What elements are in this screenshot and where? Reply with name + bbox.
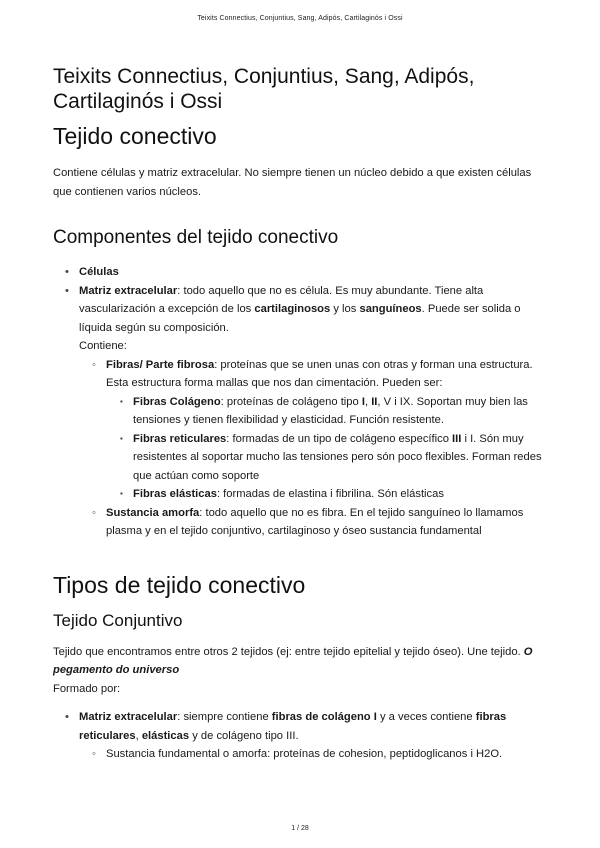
list-item-fibras: ◦ Fibras/ Parte fibrosa: proteínas que se unen unas con otras y forman una estructura. Esta estructura forma mallas que nos dan cimentación. Pueden ser: ▪ Fibras Colágeno: proteínas de colágeno tipo I, II, V i IX. Soportan muy bien las tensiones y tienen flexibilidad y elasticidad. Función resistente. ▪ Fibras reticulares: formadas de un tipo de colágeno específico III i I. Són muy resistentes al soportar mucho las tensiones pero són poco flexibles. Forman redes que actúan como soporte ▪ Fibras elásticas: formadas de elastina i fibrilina. Són elásticas xyxy=(79,356,549,504)
section-heading-tejido-conectivo: Tejido conectivo xyxy=(53,123,217,149)
list-item-sustancia-amorfa: ◦ Sustancia amorfa: todo aquello que no es fibra. En el tejido sanguíneo lo llamamos plasma y en el tejido conjuntivo, cartilaginoso y óseo sustancia fundamental xyxy=(79,504,549,541)
list-item-sustancia-fundamental: ◦ Sustancia fundamental o amorfa: proteínas de cohesion, peptidoglicanos i H2O. xyxy=(79,745,549,764)
list-item-fibras-colageno: ▪ Fibras Colágeno: proteínas de colágeno tipo I, II, V i IX. Soportan muy bien las tensiones y tienen flexibilidad y elasticidad. Función resistente. xyxy=(106,393,549,430)
list-item-celulas: • Células xyxy=(53,263,549,282)
conjuntivo-sublist xyxy=(79,745,549,764)
matrix-sublist xyxy=(79,356,549,541)
conjuntivo-paragraph: Tejido que encontramos entre otros 2 tejidos (ej: entre tejido epitelial y tejido óseo). Une tejido. O pegamento do universo Formado por: xyxy=(53,645,533,695)
page-number: 1 / 28 xyxy=(291,825,309,832)
components-list xyxy=(53,263,549,541)
list-item-fibras-reticulares: ▪ Fibras reticulares: formadas de un tipo de colágeno específico III i I. Són muy resistentes al soportar mucho las tensiones pero són poco flexibles. Forman redes que actúan como soporte xyxy=(106,430,549,486)
contiene-label: Contiene: xyxy=(79,340,127,352)
document-body xyxy=(53,64,549,764)
list-item-fibras-elasticas: ▪ Fibras elásticas: formadas de elastina i fibrilina. Són elásticas xyxy=(106,485,549,504)
heading-tejido-conjuntivo: Tejido Conjuntivo xyxy=(53,610,183,630)
conjuntivo-list xyxy=(53,708,549,764)
running-header: Teixits Connectius, Conjuntius, Sang, Adipós, Cartilaginós i Ossi xyxy=(197,15,403,22)
intro-paragraph: Contiene células y matriz extracelular. No siempre tienen un núcleo debido a que existen células que contienen varios núcleos. xyxy=(53,167,532,198)
fiber-types-list xyxy=(106,393,549,504)
list-item-matriz-conjuntivo: • Matriz extracelular: siempre contiene fibras de colágeno I y a veces contiene fibras reticulares, elásticas y de colágeno tipo III. ◦ Sustancia fundamental o amorfa: proteínas de cohesion, peptidoglicanos i H2O. xyxy=(53,708,549,764)
document-title: Teixits Connectius, Conjuntius, Sang, Adipós, Cartilaginós i Ossi xyxy=(53,65,475,113)
heading-tipos: Tipos de tejido conectivo xyxy=(53,571,306,598)
list-item-matriz: • Matriz extracelular: todo aquello que no es célula. Es muy abundante. Tiene alta vascularización a excepción de los cartilaginosos y los sanguíneos. Puede ser solida o líquida según su composición. Contiene: ◦ Fibras/ Parte fibrosa: proteínas que se unen unas con otras y forman una estructura. Esta estructura forma mallas que nos dan cimentación. Pueden ser: ▪ Fibras Colágeno: proteínas de colágeno tipo I, II, V i IX. Soportan muy bien las tensiones y tienen flexibilidad y elasticidad. Función resistente. ▪ Fibras reticulares: formadas de un tipo de colágeno específico III i I. Són muy resistentes al soportar mucho las tensiones pero són poco flexibles. Forman redes que actúan como soporte ▪ Fibras elásticas: formadas de elastina i fibrilina. Són elásticas ◦ Sustancia amorfa: todo aquello que no es fibra. En el tejido sanguíneo lo llamamos plasma y en el tejido conjuntivo, cartilaginoso y óseo sustancia fundamental xyxy=(53,282,549,541)
heading-componentes: Componentes del tejido conectivo xyxy=(53,227,339,248)
